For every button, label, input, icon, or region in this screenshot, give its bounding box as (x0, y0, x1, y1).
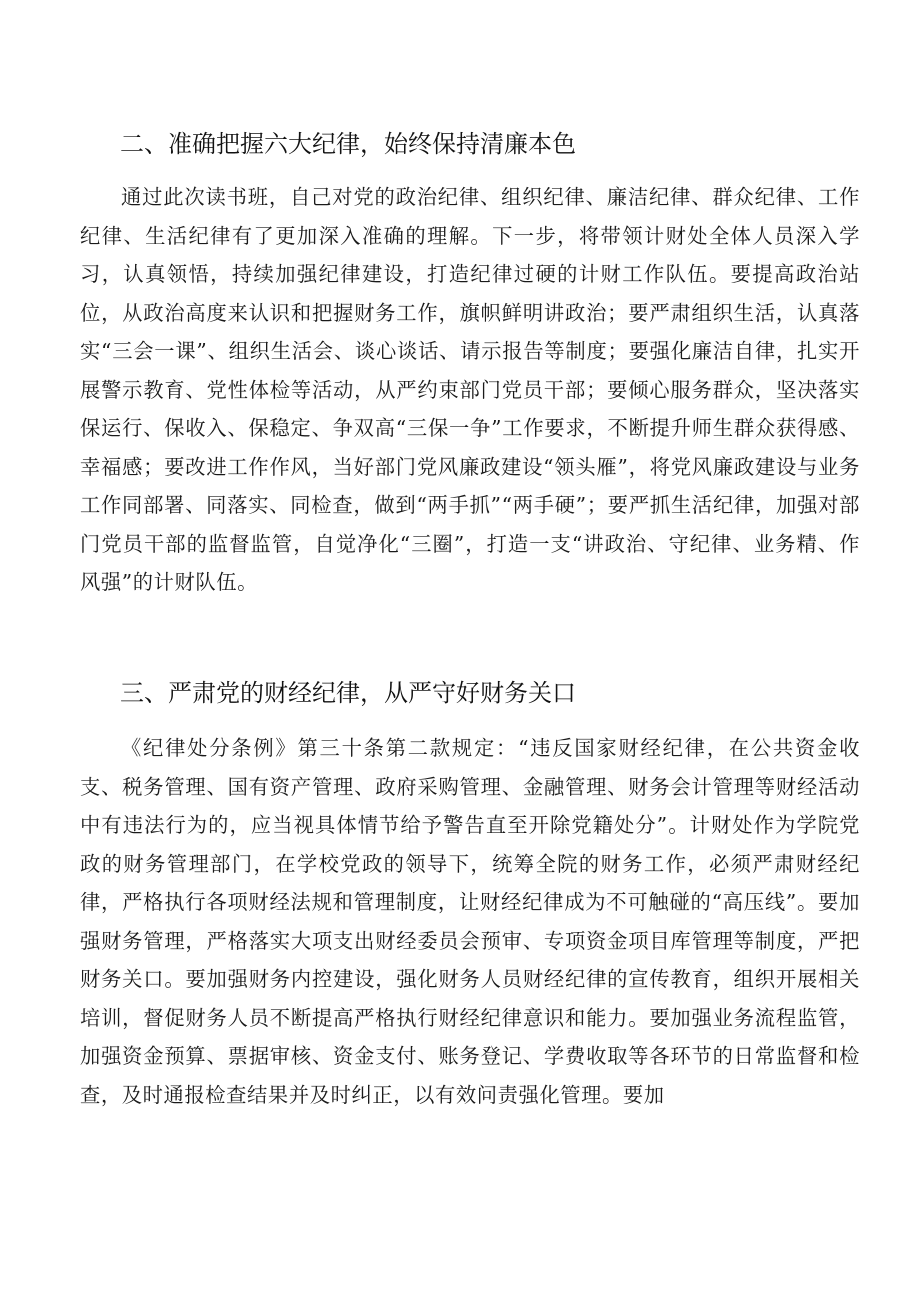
section-heading-finance: 三、严肃党的财经纪律，从严守好财务关口 (120, 679, 576, 707)
section-paragraph-finance: 《纪律处分条例》第三十条第二款规定：“违反国家财经纪律，在公共资金收支、税务管理、国有资产管理、政府采购管理、金融管理、财务会计管理等财经活动中有违法行为的，应当视具体情节给予警告直至开除党籍处分”。计财处作为学院党政的财务管理部门，在学校党政的领导下，统筹全院的财务工作，必须严肃财经纪律，严格执行各项财经法规和管理制度，让财经纪律成为不可触碰的“高压线”。要加强财务管理，严格落实大项支出财经委员会预审、专项资金项目库管理等制度，严把财务关口。要加强财务内控建设，强化财务人员财经纪律的宣传教育，组织开展相关培训，督促财务人员不断提高严格执行财经纪律意识和能力。要加强业务流程监管，加强资金预算、票据审核、资金支付、账务登记、学费收取等各环节的日常监督和检查，及时通报检查结果并及时纠正，以有效问责强化管理。要加 (80, 736, 860, 1107)
section-paragraph-discipline: 通过此次读书班，自己对党的政治纪律、组织纪律、廉洁纪律、群众纪律、工作纪律、生活纪律有了更加深入准确的理解。下一步，将带领计财处全体人员深入学习，认真领悟，持续加强纪律建设，打造纪律过硬的计财工作队伍。要提高政治站位，从政治高度来认识和把握财务工作，旗帜鲜明讲政治；要严肃组织生活，认真落实“三会一课”、组织生活会、谈心谈话、请示报告等制度；要强化廉洁自律，扎实开展警示教育、党性体检等活动，从严约束部门党员干部；要倾心服务群众，坚决落实保运行、保收入、保稳定、争双高“三保一争”工作要求，不断提升师生群众获得感、幸福感；要改进工作作风，当好部门党风廉政建设“领头雁”，将党风廉政建设与业务工作同部署、同落实、同检查，做到“两手抓”“两手硬”；要严抓生活纪律，加强对部门党员干部的监督监管，自觉净化“三圈”，打造一支“讲政治、守纪律、业务精、作风强”的计财队伍。 (80, 185, 860, 594)
section-heading-discipline: 二、准确把握六大纪律，始终保持清廉本色 (120, 130, 576, 158)
